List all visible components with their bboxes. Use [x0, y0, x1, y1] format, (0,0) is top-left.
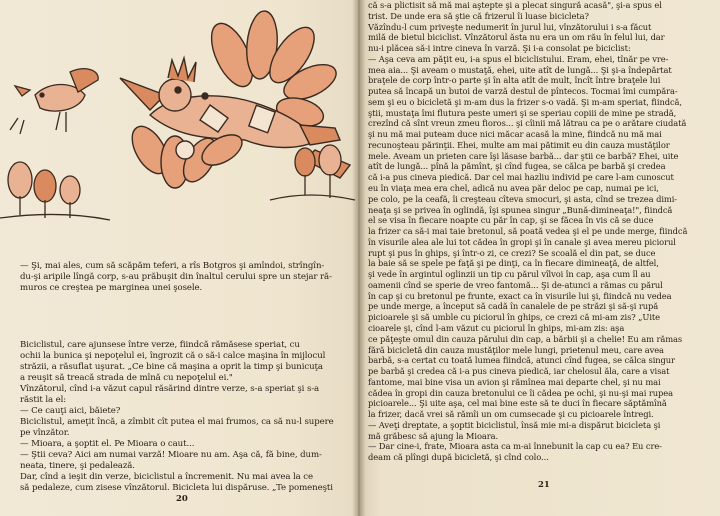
text-line: răstit la el: [20, 395, 67, 405]
text-line: mă grăbesc să ajung la Mioara. [368, 430, 499, 441]
text-line: şi nu mă mai puteam duce nici măcar acasă la mine, fiindcă nu mă mai [368, 129, 662, 140]
text-line: ce păţeşte omul din cauza părului din cap, a bărbii şi a chelie! Eu am rămas [368, 333, 683, 344]
text-line: du-şi aripile lîngă corp, s-au prăbuşit din înaltul cerului spre un stejar ră- [20, 272, 332, 282]
small-bird-icon [10, 69, 98, 134]
text-line: străzii, a răsuflat uşurat. „Ce bine că maşina a oprit la timp şi bunicuţa [20, 362, 323, 372]
text-line: Biciclistul, care ajunsese între verze, fiindcă rămăsese speriat, cu [20, 340, 300, 350]
page-number-left: 20 [176, 494, 188, 504]
text-line: Văzîndu-l cum priveşte nedumerit în jurul lui, vînzătorului i s-a făcut [368, 21, 652, 32]
left-page [0, 0, 358, 516]
text-line: oamenii cînd se sperie de vreo fantomă... Şi de-atunci a rămas cu părul [368, 279, 663, 290]
text-line: crezînd că sînt vreun zmeu fioros... şi cîinii mă lătrau ca pe o arătare ciudată [368, 118, 687, 129]
text-line: şi vede în argintul oglinzii un tip cu părul vîlvoi în cap, aşa cum îl au [368, 269, 651, 280]
text-line: pe vînzător. [20, 428, 70, 438]
text-line: pe barbă şi credea că i-a pus cineva piedică, iar chelosul ăla, care a visat [368, 366, 670, 377]
text-line: în cap şi cu bretonul pe frunte, exact ca în visurile lui şi, fiindcă nu vedea [368, 290, 672, 301]
text-line: sem şi eu o bicicletă şi m-am dus la frizer s-o vadă. Şi m-am speriat, fiindcă, [368, 96, 682, 107]
trees-icon [0, 162, 110, 220]
text-line: că s-a plictisit să mă mai aştepte şi a plecat singură acasă", şi-a spus el [368, 0, 662, 10]
text-line: neaţa şi se privea în oglindă, îşi spunea singur „Bună-dimineaţa!", fiindcă [368, 204, 673, 215]
text-line: atît de lungă... pînă la pămînt, şi cînd fugea, se călca pe barbă şi credea [368, 161, 666, 172]
text-line: barbă, s-a certat cu toată lumea fiindcă, atunci cînd fugea, se călca singur [368, 355, 675, 366]
text-line: la frizer ca să-i mai taie bretonul, să poată vedea şi el pe unde merge, fiindcă [368, 226, 688, 237]
text-line: — Şi, mai ales, cum să scăpăm teferi, a rîs Botgros şi amîndoi, strîngîn- [20, 261, 325, 271]
text-line: cădea în gropi din cauza bretonului ce îi cădea pe ochi, şi nu-şi mai rupea [368, 387, 673, 398]
text-line: — Ştii ceva? Aici am numai varză! Mioare nu am. Aşa că, fă bine, dum- [20, 450, 322, 460]
text-line: pe colo, pe la ceafă, îi creşteau cîteva smocuri, şi asta, cînd se trezea dimi- [368, 193, 677, 204]
text-line: el se visa în fiecare noapte cu păr în cap, şi se făcea în vis că se duce [368, 215, 654, 226]
caption-text [20, 261, 346, 294]
text-line: milă de bietul biciclist. Vînzătorul ăsta nu era un om rău în felul lui, dar [368, 32, 665, 43]
text-line: braţele de corp într-o parte şi în alta atît de mult, încît între braţele lui [368, 75, 661, 86]
text-line: Biciclistul, ameţit încă, a zîmbit cît putea el mai frumos, ca să nu-l supere [20, 417, 334, 427]
text-line: a reuşit să treacă strada de mînă cu nepoţelul ei." [20, 373, 233, 383]
text-line: muros ce creştea pe marginea unei şosele. [20, 283, 203, 293]
text-line: Dar, cînd a ieşit din verze, biciclistul a încremenit. Nu mai avea la ce [20, 472, 313, 482]
book-gutter [352, 0, 366, 516]
text-line: mele. Aveam un prieten care îşi lăsase barbă... dar ştii ce barbă? Ehei, uite [368, 150, 679, 161]
bird-head-icon [120, 58, 196, 111]
text-line: cioarele şi, cînd l-am văzut cu piciorul în ghips, mi-am zis: aşa [368, 322, 625, 333]
text-line: pe unde merge, a început să cadă în canalele de pe străzi şi să-şi rupă [368, 301, 659, 312]
text-line: ochii la bunica şi nepoţelul ei, îngrozit că o să-i calce maşina în mijlocul [20, 351, 326, 361]
right-page [360, 0, 720, 516]
text-line: — Dar cine-i, frate, Mioara asta ca m-ai înnebunit la cap cu ea? Eu cre- [368, 441, 662, 452]
text-line: nu-i plăcea să-i intre cineva în varză. Şi i-a consolat pe biciclist: [368, 43, 631, 54]
text-line: — Ce cauţi aici, băiete? [20, 406, 121, 416]
text-line: neata, tinere, şi pedalează. [20, 461, 135, 471]
text-line: — Mioara, a şoptit el. Pe Mioara o caut... [20, 439, 195, 449]
text-line: în visurile alea ale lui tot cădea în gropi şi în canale şi avea mereu piciorul [368, 236, 676, 247]
text-line: picioarele şi să umble cu piciorul în ghips, ce crezi că mi-am zis? „Uite [368, 312, 660, 323]
text-line: — Aşa ceva am păţit eu, i-a spus el biciclistului. Eram, ehei, tînăr pe vre- [368, 53, 669, 64]
text-line: fantome, mai bine visa un avion şi rămînea mai departe chel, şi nu mai [368, 376, 661, 387]
text-line: trist. De unde era să ştie că frizerul îi luase bicicleta? [368, 10, 589, 21]
page-number-right: 21 [538, 480, 550, 490]
text-line: deam că plîngi după bicicletă, şi cînd colo... [368, 452, 549, 463]
text-line: recunoşteau părinţii. Ehei, multe am mai pătimit eu din cauza mustăţilor [368, 139, 670, 150]
text-line: ştii, mustaţa îmi flutura peste umeri şi se speriau copiii de mine pe stradă, [368, 107, 677, 118]
left-body-text [20, 340, 346, 494]
text-line: că i-a pus cineva piedică. Dar cel mai hazliu individ pe care l-am cunoscut [368, 172, 674, 183]
right-body-text [368, 0, 712, 463]
text-line: la frizer, dacă vrei să rămîi un om cumsecade şi cu picioarele întregi. [368, 409, 654, 420]
text-line: mea aia... Şi aveam o mustaţă, ehei, uite atît de lungă... Şi şi-a îndepărtat [368, 64, 672, 75]
text-line: — Aveţi dreptate, a şoptit biciclistul, însă mie mi-a dispărut bicicleta şi [368, 419, 661, 430]
text-line: fără bicicletă din cauza mustăţilor mele lungi, prietenul meu, care avea [368, 344, 664, 355]
text-line: picioarele... Şi uite aşa, cel mai bine este să te duci în fiecare săptămînă [368, 398, 667, 409]
text-line: eu în viaţa mea era chel, adică nu avea păr deloc pe cap, numai pe ici, [368, 183, 659, 194]
bird-and-flying-man-illustration [0, 0, 358, 240]
text-line: Vînzătorul, cînd i-a văzut capul răsărind dintre verze, s-a speriat şi s-a [20, 384, 320, 394]
text-line: putea să încapă un butoi de varză destul de pîntecos. Tocmai îmi cumpăra- [368, 86, 678, 97]
text-line: rupt şi pus în ghips, şi într-o zi, ce crezi? Se scoală el din pat, se duce [368, 247, 656, 258]
text-line: să pedaleze, cum zisese vînzătorul. Bicicleta lui dispăruse. „Te pomeneşti [20, 483, 333, 493]
text-line: la baie să se spele pe faţă şi pe dinţi, ca în fiecare dimineaţă, de altfel, [368, 258, 659, 269]
